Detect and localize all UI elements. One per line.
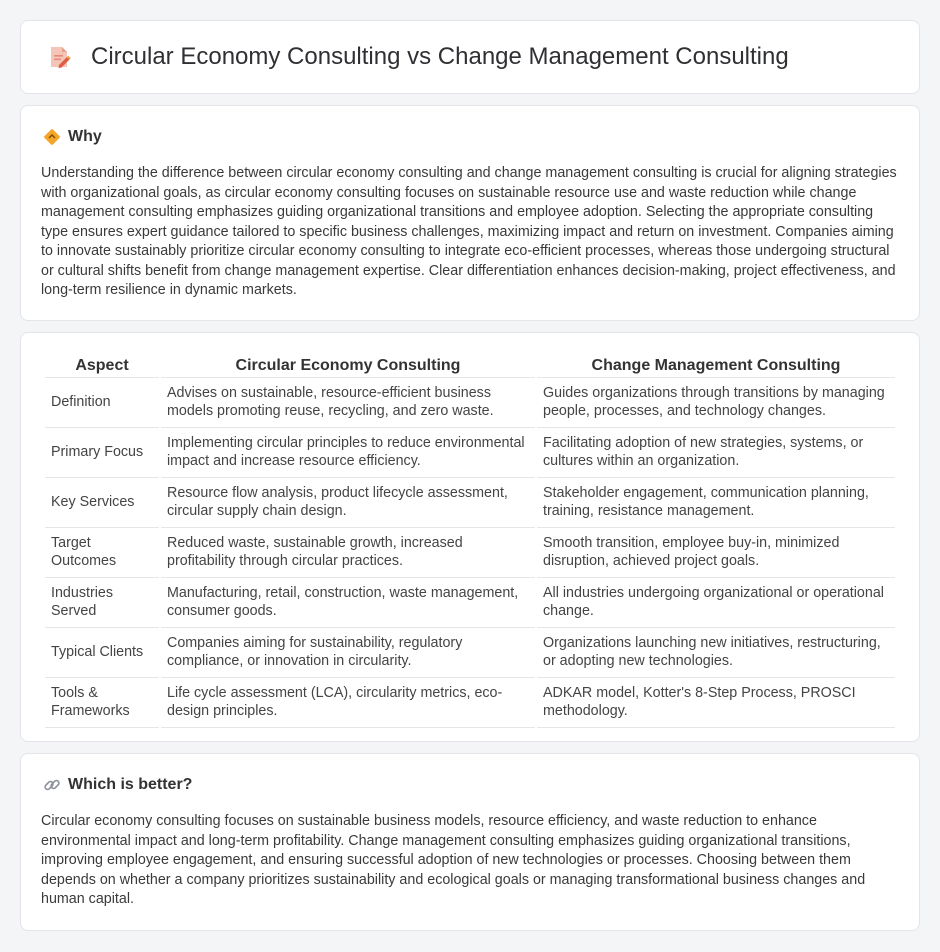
why-section xyxy=(20,105,920,321)
row-circular: Manufacturing, retail, construction, waste management, consumer goods. xyxy=(161,578,535,628)
row-circular: Reduced waste, sustainable growth, increased profitability through circular practices. xyxy=(161,528,535,578)
row-circular: Resource flow analysis, product lifecycle assessment, circular supply chain design. xyxy=(161,478,535,528)
table-row xyxy=(45,628,895,678)
row-change: All industries undergoing organizational or operational change. xyxy=(537,578,895,628)
why-heading: Why xyxy=(68,128,102,145)
row-aspect: Definition xyxy=(45,378,159,428)
comparison-table xyxy=(43,351,897,728)
row-change: Organizations launching new initiatives, restructuring, or adopting new technologies. xyxy=(537,628,895,678)
row-aspect: Key Services xyxy=(45,478,159,528)
row-circular: Companies aiming for sustainability, regulatory compliance, or innovation in circularity. xyxy=(161,628,535,678)
row-circular: Implementing circular principles to reduce environmental impact and increase resource efficiency. xyxy=(161,428,535,478)
row-aspect: Target Outcomes xyxy=(45,528,159,578)
column-header-aspect: Aspect xyxy=(45,351,159,378)
which-better-text: Circular economy consulting focuses on sustainable business models, resource efficiency, and waste reduction to enhance environmental impact and long-term profitability. Change management consulting emphasizes guiding organizational transitions, improving employee engagement, and ensuring successful adoption of new technologies or processes. Choosing between them depends on whether a company prioritizes sustainability and ecological goals or managing transformational business changes and human capital. xyxy=(41,813,866,907)
table-row xyxy=(45,678,895,728)
row-aspect: Primary Focus xyxy=(45,428,159,478)
table-row xyxy=(45,528,895,578)
page-title: Circular Economy Consulting vs Change Management Consulting xyxy=(91,43,789,70)
row-circular: Advises on sustainable, resource-efficient business models promoting reuse, recycling, and zero waste. xyxy=(161,378,535,428)
row-aspect: Typical Clients xyxy=(45,628,159,678)
table-row xyxy=(45,378,895,428)
table-row xyxy=(45,428,895,478)
row-change: Stakeholder engagement, communication planning, training, resistance management. xyxy=(537,478,895,528)
why-text: Understanding the difference between circular economy consulting and change management consulting is crucial for aligning strategies with organizational goals, as circular economy consulting focuses on sustainable resource use and waste reduction while change management consulting emphasizes guiding organizational transitions and employee adoption. Selecting the appropriate consulting type ensures expert guidance tailored to specific business challenges, maximizing impact and return on investment. Companies aiming to innovate sustainably prioritize circular economy consulting to integrate eco-efficient processes, whereas those undergoing structural or cultural shifts benefit from change management expertise. Clear differentiation enhances decision-making, project effectiveness, and long-term resilience in dynamic markets. xyxy=(41,165,897,298)
row-change: Smooth transition, employee buy-in, minimized disruption, achieved project goals. xyxy=(537,528,895,578)
table-row xyxy=(45,578,895,628)
document-pencil-icon xyxy=(47,45,71,69)
row-aspect: Tools & Frameworks xyxy=(45,678,159,728)
row-change: Facilitating adoption of new strategies, systems, or cultures within an organization. xyxy=(537,428,895,478)
table-header-row xyxy=(45,351,895,378)
header-card xyxy=(20,20,920,94)
comparison-table-card xyxy=(20,332,920,742)
row-circular: Life cycle assessment (LCA), circularity metrics, eco-design principles. xyxy=(161,678,535,728)
table-row xyxy=(45,478,895,528)
which-better-section xyxy=(20,753,920,931)
link-icon xyxy=(43,776,61,794)
row-change: ADKAR model, Kotter's 8-Step Process, PROSCI methodology. xyxy=(537,678,895,728)
column-header-change: Change Management Consulting xyxy=(537,351,895,378)
row-aspect: Industries Served xyxy=(45,578,159,628)
column-header-circular: Circular Economy Consulting xyxy=(161,351,535,378)
row-change: Guides organizations through transitions by managing people, processes, and technology changes. xyxy=(537,378,895,428)
diamond-sign-icon xyxy=(43,128,61,146)
which-better-heading: Which is better? xyxy=(68,776,193,793)
